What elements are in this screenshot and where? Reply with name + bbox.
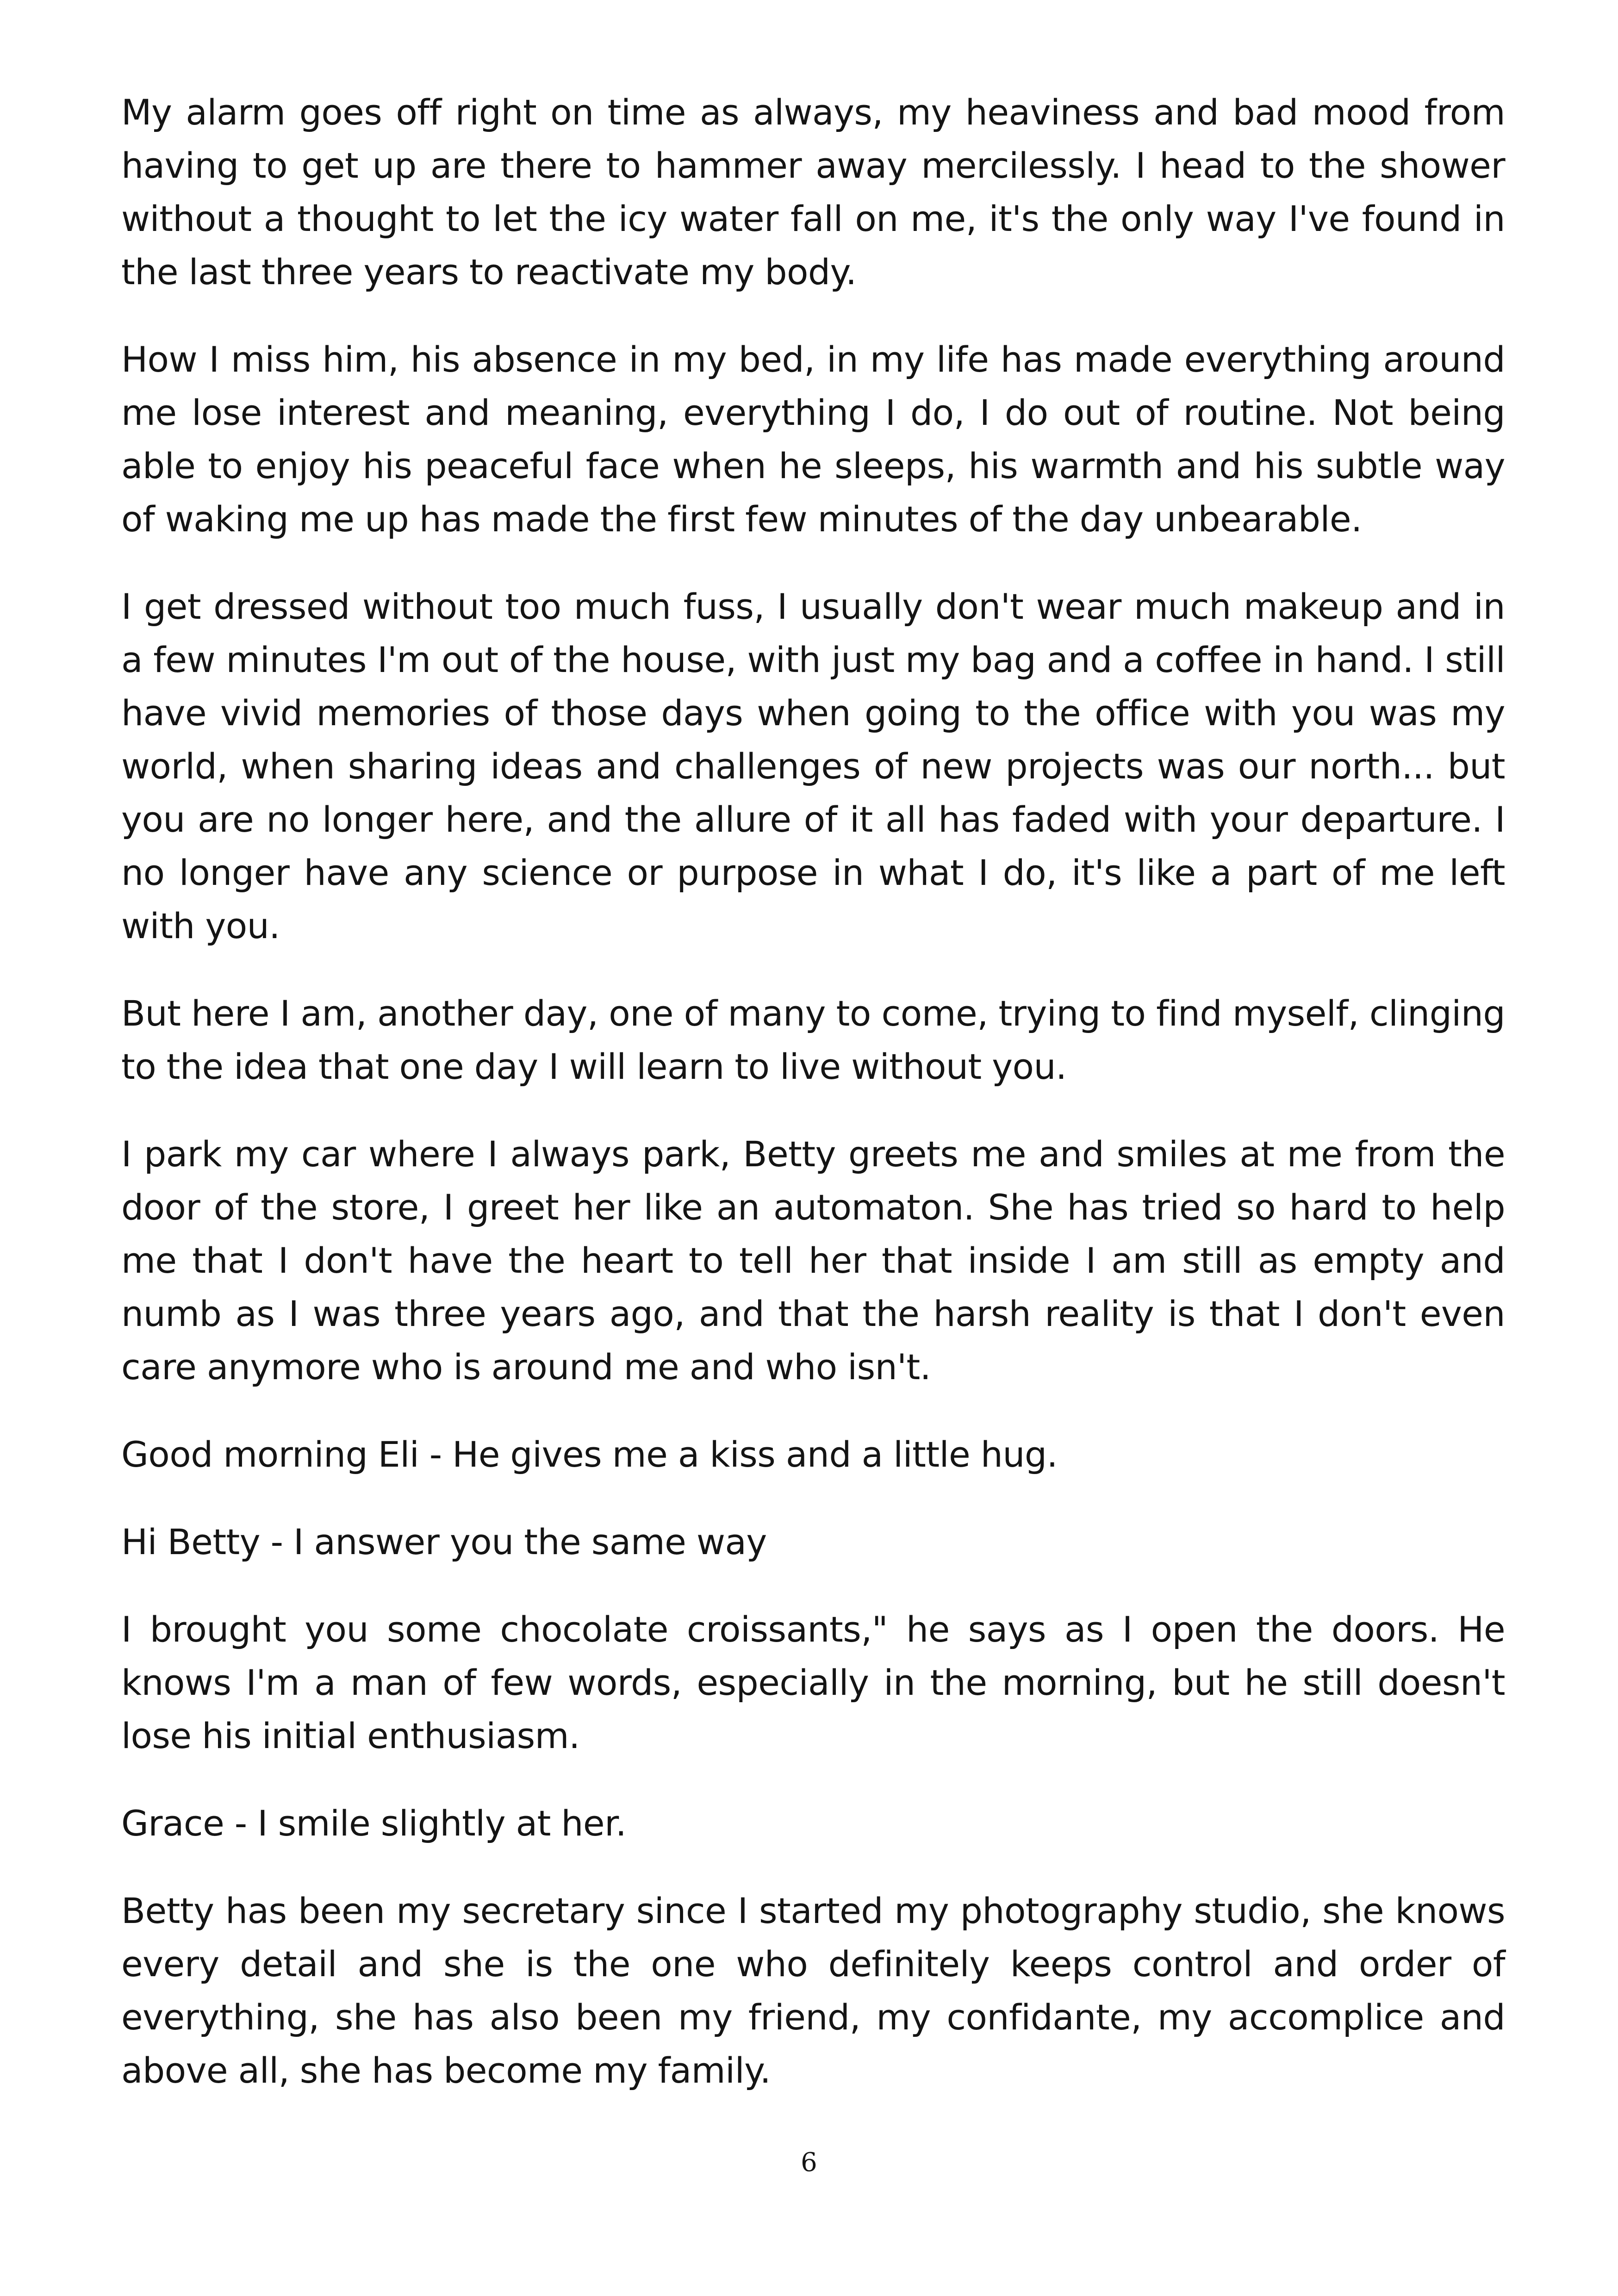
page-number: 6 [801, 2147, 817, 2178]
body-text [121, 86, 1505, 2131]
paragraph-2: How I miss him, his absence in my bed, in my life has made everything around me lose interest and meaning, everything I do, I do out of routine. Not being able to enjoy his peaceful face when he sleeps, his warmth and his subtle way of waking me up has made the first few minutes of the day unbearable. [121, 339, 1505, 540]
paragraph-3: I get dressed without too much fuss, I usually don't wear much makeup and in a few minutes I'm out of the house, with just my bag and a coffee in hand. I still have vivid memories of those days when going to the office with you was my world, when sharing ideas and challenges of new projects was our north... but you are no longer here, and the allure of it all has faded with your departure. I no longer have any science or purpose in what I do, it's like a part of me left with you. [121, 586, 1505, 946]
paragraph-10: Betty has been my secretary since I started my photography studio, she knows every detail and she is the one who definitely keeps control and order of everything, she has also been my friend, my confidante, my accomplice and above all, she has become my family. [121, 1890, 1505, 2091]
paragraph-4: But here I am, another day, one of many to come, trying to find myself, clinging to the idea that one day I will learn to live without you. [121, 993, 1505, 1087]
paragraph-8: I brought you some chocolate croissants," he says as I open the doors. He knows I'm a man of few words, especially in the morning, but he still doesn't lose his initial enthusiasm. [121, 1609, 1505, 1756]
paragraph-1: My alarm goes off right on time as always, my heaviness and bad mood from having to get up are there to hammer away mercilessly. I head to the shower without a thought to let the icy water fall on me, it's the only way I've found in the last three years to reactivate my body. [121, 92, 1505, 292]
paragraph-5: I park my car where I always park, Betty greets me and smiles at me from the door of the store, I greet her like an automaton. She has tried so hard to help me that I don't have the heart to tell her that inside I am still as empty and numb as I was three years ago, and that the harsh reality is that I don't even care anymore who is around me and who isn't. [121, 1133, 1505, 1388]
paragraph-7: Hi Betty - I answer you the same way [121, 1521, 767, 1562]
paragraph-9: Grace - I smile slightly at her. [121, 1803, 627, 1844]
paragraph-6: Good morning Eli - He gives me a kiss and a little hug. [121, 1434, 1058, 1475]
